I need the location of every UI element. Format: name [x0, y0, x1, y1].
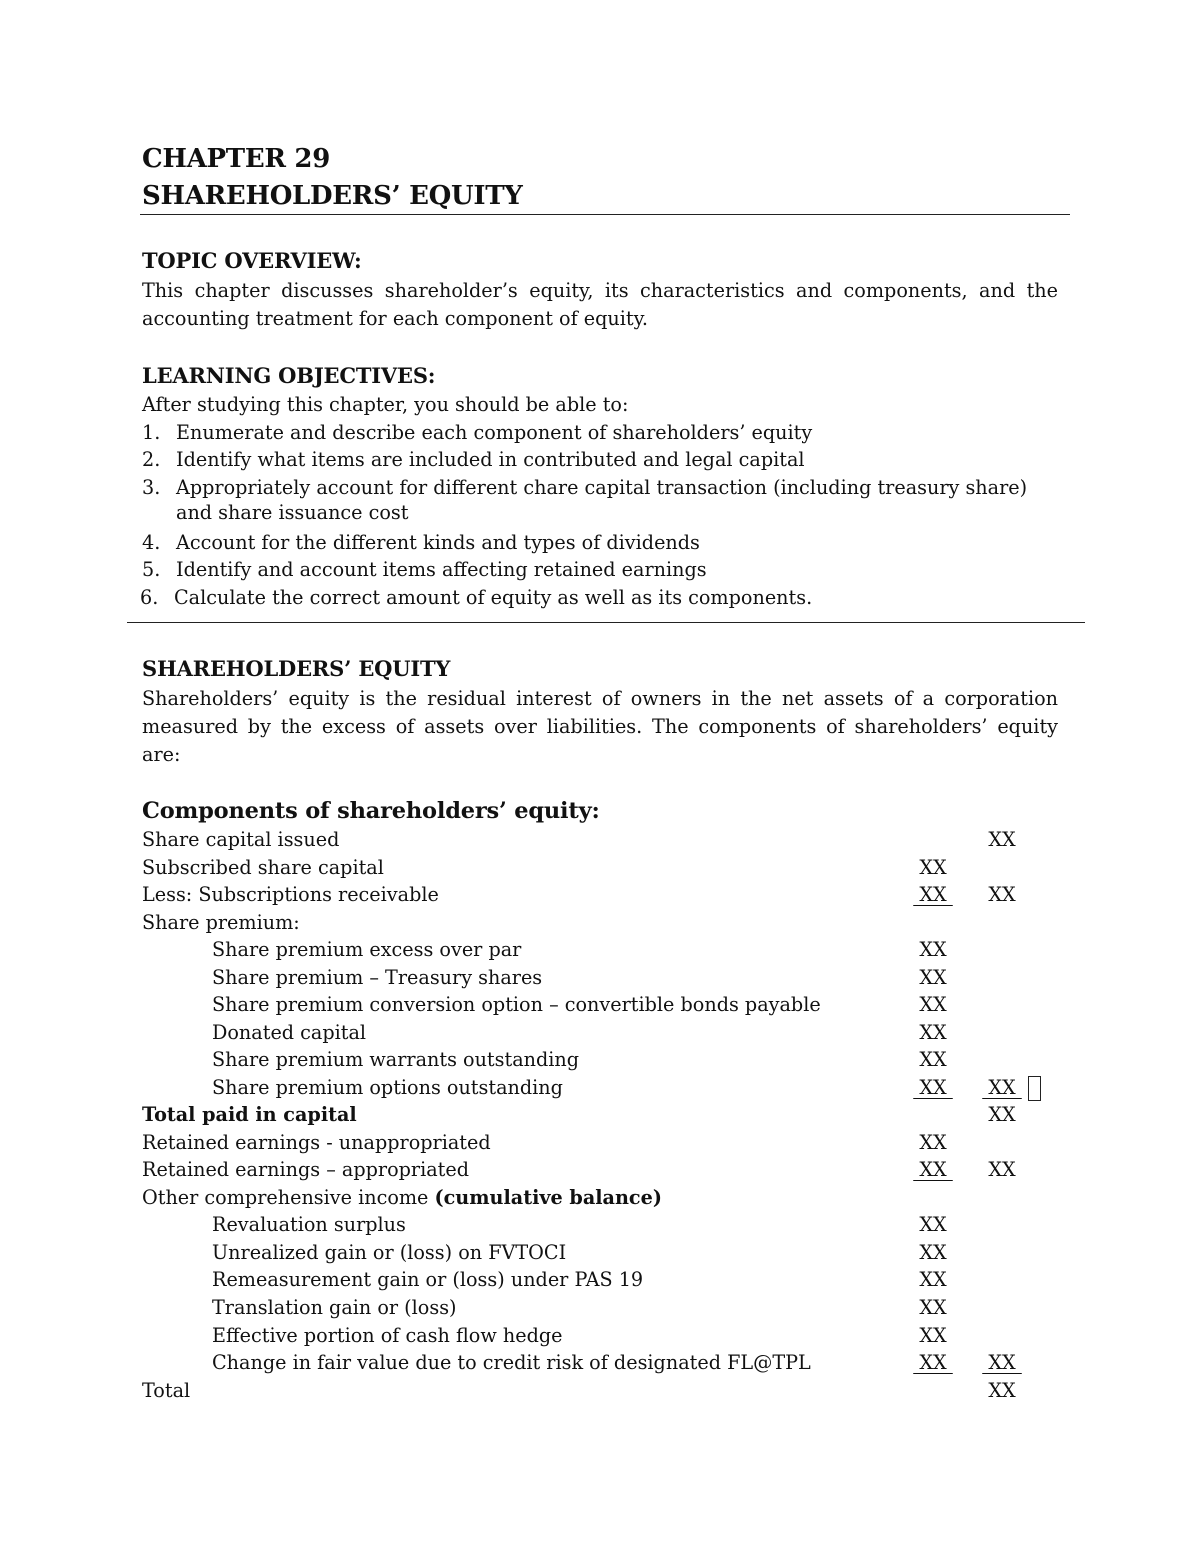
- title-divider: [140, 214, 1070, 215]
- section-divider: [127, 622, 1085, 623]
- table-row: [0, 828, 1200, 856]
- shareholders-equity-heading: SHAREHOLDERS’ EQUITY: [142, 656, 451, 681]
- total-amount: XX: [982, 1076, 1022, 1099]
- table-row: [0, 1021, 1200, 1049]
- total-amount: XX: [988, 1379, 1016, 1402]
- table-row: [0, 1213, 1200, 1241]
- objective-text: Identify and account items affecting retained earnings: [176, 558, 707, 581]
- row-label-text: Other comprehensive income: [142, 1186, 429, 1209]
- objective-text: Appropriately account for different chare capital transaction (including treasury share): [176, 476, 1028, 499]
- placeholder-glyph-icon: [1028, 1076, 1041, 1101]
- objective-text: Account for the different kinds and types of dividends: [176, 531, 700, 554]
- objective-text: Enumerate and describe each component of shareholders’ equity: [176, 421, 813, 444]
- amount: XX: [919, 966, 947, 989]
- objective-number: 6.: [140, 586, 159, 609]
- amount: XX: [919, 1131, 947, 1154]
- row-label: Share premium warrants outstanding: [212, 1048, 580, 1071]
- table-row: [0, 1241, 1200, 1269]
- objective-text: Identify what items are included in contributed and legal capital: [176, 448, 805, 471]
- table-row: [0, 1296, 1200, 1324]
- table-row: [0, 883, 1200, 911]
- objective-text: Calculate the correct amount of equity as well as its components.: [174, 586, 813, 609]
- row-label: Total: [142, 1379, 191, 1402]
- amount: XX: [919, 1021, 947, 1044]
- objective-item: [142, 556, 707, 584]
- total-amount: XX: [988, 883, 1016, 906]
- objective-item: [142, 446, 805, 474]
- amount: XX: [919, 1048, 947, 1071]
- table-row: [0, 1186, 1200, 1214]
- row-label: Share premium excess over par: [212, 938, 522, 961]
- amount: XX: [919, 856, 947, 879]
- row-label: Remeasurement gain or (loss) under PAS 19: [212, 1268, 644, 1291]
- objective-item: [142, 419, 812, 447]
- row-label: Share premium options outstanding: [212, 1076, 563, 1099]
- topic-overview-heading: TOPIC OVERVIEW:: [142, 248, 362, 273]
- row-label: Subscribed share capital: [142, 856, 384, 879]
- table-row: [0, 1131, 1200, 1159]
- topic-overview-text: This chapter discusses shareholder’s equity, its characteristics and components, and the accounting treatment for each component of equity.: [142, 279, 1058, 330]
- total-amount: XX: [982, 1351, 1022, 1374]
- amount: XX: [913, 1158, 953, 1181]
- amount: XX: [919, 1268, 947, 1291]
- objective-number: 5.: [142, 558, 161, 581]
- row-label: Share premium conversion option – convertible bonds payable: [212, 993, 821, 1016]
- total-amount: XX: [988, 828, 1016, 851]
- amount: XX: [919, 993, 947, 1016]
- table-row: [0, 856, 1200, 884]
- total-amount: XX: [988, 1103, 1016, 1126]
- chapter-title: SHAREHOLDERS’ EQUITY: [142, 181, 523, 211]
- row-label: Unrealized gain or (loss) on FVTOCI: [212, 1241, 567, 1264]
- row-label: Translation gain or (loss): [212, 1296, 457, 1319]
- row-label: Total paid in capital: [142, 1103, 357, 1126]
- table-row: [0, 1268, 1200, 1296]
- amount: XX: [919, 938, 947, 961]
- row-label: Share capital issued: [142, 828, 340, 851]
- amount: XX: [919, 1213, 947, 1236]
- amount: XX: [919, 1296, 947, 1319]
- table-row: [0, 1048, 1200, 1076]
- table-row: [0, 938, 1200, 966]
- table-row: [0, 1379, 1200, 1407]
- table-row: [0, 1076, 1200, 1104]
- row-label: Retained earnings - unappropriated: [142, 1131, 491, 1154]
- row-label: Share premium – Treasury shares: [212, 966, 543, 989]
- amount: XX: [919, 1324, 947, 1347]
- row-label-bold: (cumulative balance): [434, 1186, 662, 1209]
- shareholders-equity-text: Shareholders’ equity is the residual interest of owners in the net assets of a corporation measured by the excess of assets over liabilities. The components of shareholders’ equity are:: [142, 687, 1058, 766]
- table-row: [0, 993, 1200, 1021]
- amount: XX: [913, 1351, 953, 1374]
- amount: XX: [913, 1076, 953, 1099]
- row-label: Donated capital: [212, 1021, 367, 1044]
- row-label: Change in fair value due to credit risk of designated FL@TPL: [212, 1351, 811, 1374]
- amount: XX: [913, 883, 953, 906]
- table-row: [0, 911, 1200, 939]
- row-label: Revaluation surplus: [212, 1213, 406, 1236]
- components-heading: Components of shareholders’ equity:: [142, 798, 600, 824]
- row-label: Share premium:: [142, 911, 300, 934]
- objective-item: [142, 474, 1027, 502]
- row-label: [142, 1186, 662, 1209]
- row-label: Less: Subscriptions receivable: [142, 883, 439, 906]
- row-label: Effective portion of cash flow hedge: [212, 1324, 563, 1347]
- table-row: [0, 1351, 1200, 1379]
- table-row: [0, 1103, 1200, 1131]
- learning-objectives-intro: After studying this chapter, you should be able to:: [142, 393, 629, 416]
- objective-number: 1.: [142, 421, 161, 444]
- objective-item: [140, 584, 812, 612]
- learning-objectives-heading: LEARNING OBJECTIVES:: [142, 363, 436, 388]
- objective-item: [142, 529, 700, 557]
- table-row: [0, 966, 1200, 994]
- total-amount: XX: [988, 1158, 1016, 1181]
- objective-text-continued: and share issuance cost: [176, 501, 409, 524]
- table-row: [0, 1158, 1200, 1186]
- chapter-number: CHAPTER 29: [142, 144, 330, 174]
- table-row: [0, 1324, 1200, 1352]
- amount: XX: [919, 1241, 947, 1264]
- objective-number: 3.: [142, 476, 161, 499]
- objective-number: 2.: [142, 448, 161, 471]
- row-label: Retained earnings – appropriated: [142, 1158, 470, 1181]
- objective-number: 4.: [142, 531, 161, 554]
